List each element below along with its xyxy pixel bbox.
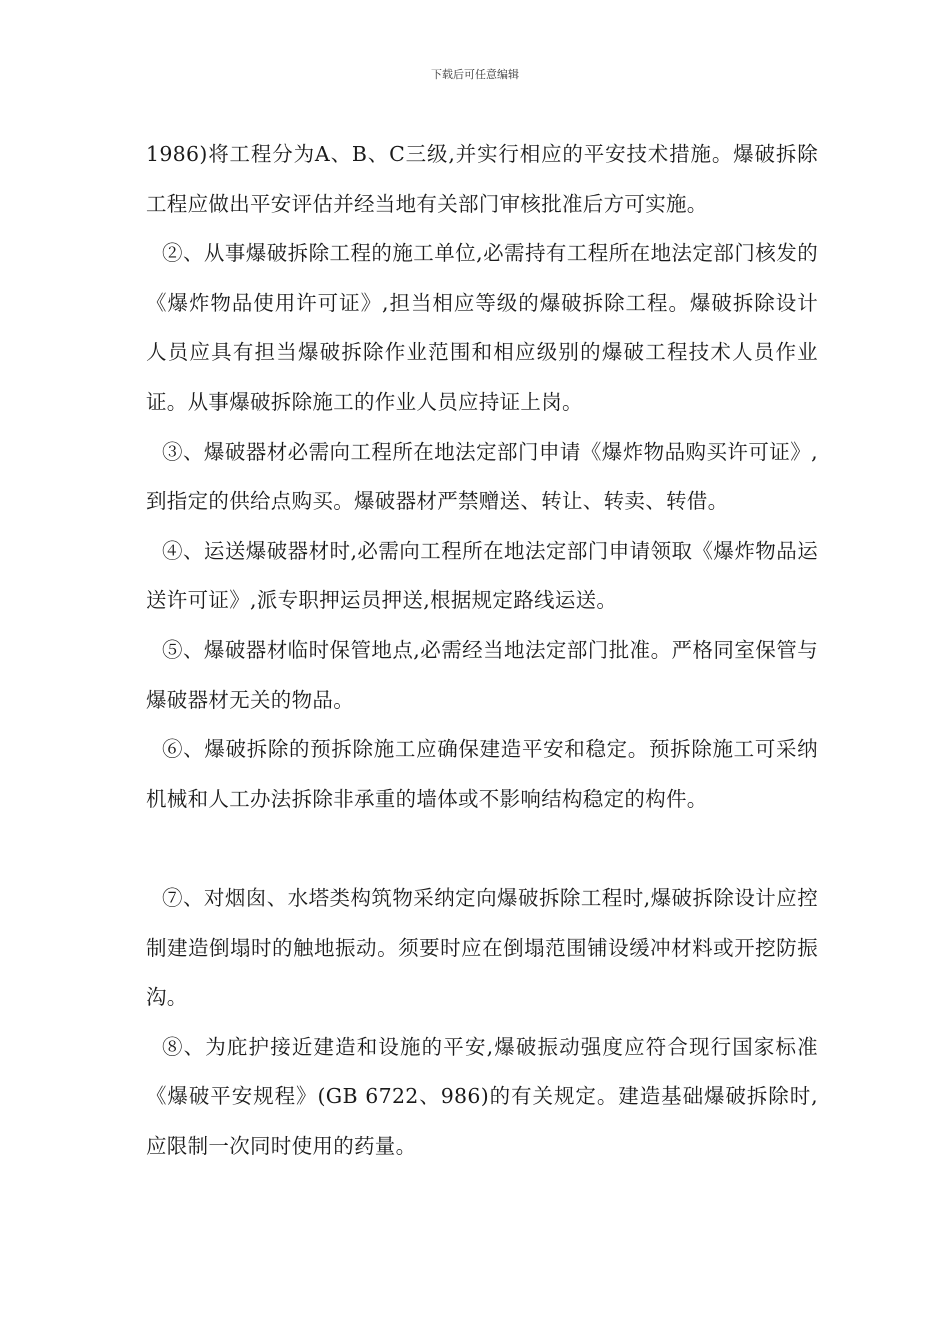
paragraph-item-2: ②、从事爆破拆除工程的施工单位,必需持有工程所在地法定部门核发的《爆炸物品使用许可证》,担当相应等级的爆破拆除工程。爆破拆除设计人员应具有担当爆破拆除作业范围和相应级别的爆破工程技术人员作业证。从事爆破拆除施工的作业人员应持证上岗。 (146, 241, 818, 414)
page-header: 下载后可任意编辑 (431, 68, 519, 81)
paragraph-item-4: ④、运送爆破器材时,必需向工程所在地法定部门申请领取《爆炸物品运送许可证》,派专职押运员押送,根据规定路线运送。 (146, 538, 818, 613)
paragraph-item-6: ⑥、爆破拆除的预拆除施工应确保建造平安和稳定。预拆除施工可采纳机械和人工办法拆除非承重的墙体或不影响结构稳定的构件。 (146, 737, 818, 811)
paragraph-item-7: ⑦、对烟囱、水塔类构筑物采纳定向爆破拆除工程时,爆破拆除设计应控制建造倒塌时的触地振动。须要时应在倒塌范围铺设缓冲材料或开挖防振沟。 (146, 885, 818, 1010)
paragraph-item-3: ③、爆破器材必需向工程所在地法定部门申请《爆炸物品购买许可证》,到指定的供给点购买。爆破器材严禁赠送、转让、转卖、转借。 (146, 439, 818, 514)
paragraph-continuation: 1986)将工程分为A、B、C三级,并实行相应的平安技术措施。爆破拆除工程应做出平安评估并经当地有关部门审核批准后方可实施。 (146, 142, 818, 216)
paragraph-item-8: ⑧、为庇护接近建造和设施的平安,爆破振动强度应符合现行国家标准《爆破平安规程》(GB 6722、986)的有关规定。建造基础爆破拆除时,应限制一次同时使用的药量。 (146, 1034, 818, 1158)
document-body (146, 130, 818, 1171)
paragraph-item-5: ⑤、爆破器材临时保管地点,必需经当地法定部门批准。严格同室保管与爆破器材无关的物品。 (146, 637, 818, 712)
